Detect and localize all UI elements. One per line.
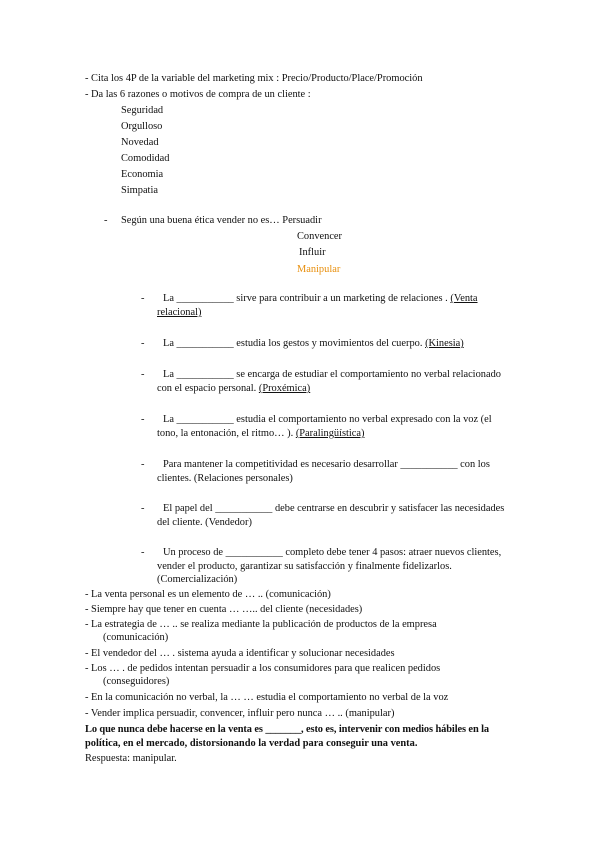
fill-item-cont: clientes. (Relaciones personales) bbox=[157, 473, 293, 484]
statement: - Los … . de pedidos intentan persuadir a los consumidores para que realicen pedidos bbox=[85, 663, 441, 674]
bullet-dash: - bbox=[141, 414, 145, 425]
fill-item: El papel del ___________ debe centrarse en descubrir y satisfacer las necesidades bbox=[163, 503, 505, 514]
statement-cont: (comunicación) bbox=[103, 632, 169, 643]
ethics-option: Influir bbox=[299, 247, 326, 258]
question-reasons: - Da las 6 razones o motivos de compra de un cliente : bbox=[85, 89, 311, 100]
fill-item: Un proceso de ___________ completo debe tener 4 pasos: atraer nuevos clientes, bbox=[163, 547, 502, 558]
fill-item: La ___________ se encarga de estudiar el comportamiento no verbal relacionado bbox=[163, 369, 501, 380]
final-question-cont: política, en el mercado, distorsionando la verdad para conseguir una venta. bbox=[85, 738, 418, 749]
bullet-dash: - bbox=[141, 503, 145, 514]
ethics-answer: Manipular bbox=[297, 264, 341, 275]
fill-item: La ___________ sirve para contribuir a un marketing de relaciones . (Venta bbox=[163, 293, 478, 304]
ethics-question: Según una buena ética vender no es… Persuadir bbox=[121, 215, 322, 226]
fill-item-cont: tono, la entonación, el ritmo… ). (Paralingüística) bbox=[157, 428, 365, 439]
fill-item: La ___________ estudia los gestos y movimientos del cuerpo. (Kinesia) bbox=[163, 338, 464, 349]
reason-item: Simpatia bbox=[121, 185, 158, 196]
reason-item: Seguridad bbox=[121, 105, 164, 116]
fill-item-cont: del cliente. (Vendedor) bbox=[157, 517, 252, 528]
reason-item: Novedad bbox=[121, 137, 159, 148]
question-4p: - Cita los 4P de la variable del marketing mix : Precio/Producto/Place/Promoción bbox=[85, 73, 423, 84]
final-answer: Respuesta: manipular. bbox=[85, 753, 177, 764]
statement: - En la comunicación no verbal, la … … estudia el comportamiento no verbal de la voz bbox=[85, 692, 449, 703]
statement: - Vender implica persuadir, convencer, influir pero nunca … .. (manipular) bbox=[85, 708, 395, 719]
statement: - La estrategia de … .. se realiza mediante la publicación de productos de la empresa bbox=[85, 619, 437, 630]
reason-item: Comodidad bbox=[121, 153, 170, 164]
reason-item: Orgulloso bbox=[121, 121, 163, 132]
fill-item: La ___________ estudia el comportamiento no verbal expresado con la voz (el bbox=[163, 414, 492, 425]
ethics-dash: - bbox=[104, 215, 108, 226]
fill-item: Para mantener la competitividad es necesario desarrollar ___________ con los bbox=[163, 459, 490, 470]
bullet-dash: - bbox=[141, 293, 145, 304]
bullet-dash: - bbox=[141, 459, 145, 470]
fill-answer: relacional) bbox=[157, 307, 202, 318]
fill-item-cont: (Comercialización) bbox=[157, 574, 238, 585]
bullet-dash: - bbox=[141, 369, 145, 380]
fill-item-cont: con el espacio personal. (Proxémica) bbox=[157, 383, 311, 394]
bullet-dash: - bbox=[141, 547, 145, 558]
fill-item-cont: vender el producto, garantizar su satisfacción y finalmente fidelizarlos. bbox=[157, 561, 452, 572]
reason-item: Economia bbox=[121, 169, 164, 180]
statement: - La venta personal es un elemento de … .. (comunicación) bbox=[85, 589, 331, 600]
statement: - Siempre hay que tener en cuenta … ….. del cliente (necesidades) bbox=[85, 604, 363, 615]
final-question: Lo que nunca debe hacerse en la venta es _______, esto es, intervenir con medios hábiles en la bbox=[85, 724, 490, 735]
bullet-dash: - bbox=[141, 338, 145, 349]
ethics-option: Convencer bbox=[297, 231, 343, 242]
statement-cont: (conseguidores) bbox=[103, 676, 170, 687]
statement: - El vendedor del … . sistema ayuda a identificar y solucionar necesidades bbox=[85, 648, 395, 659]
